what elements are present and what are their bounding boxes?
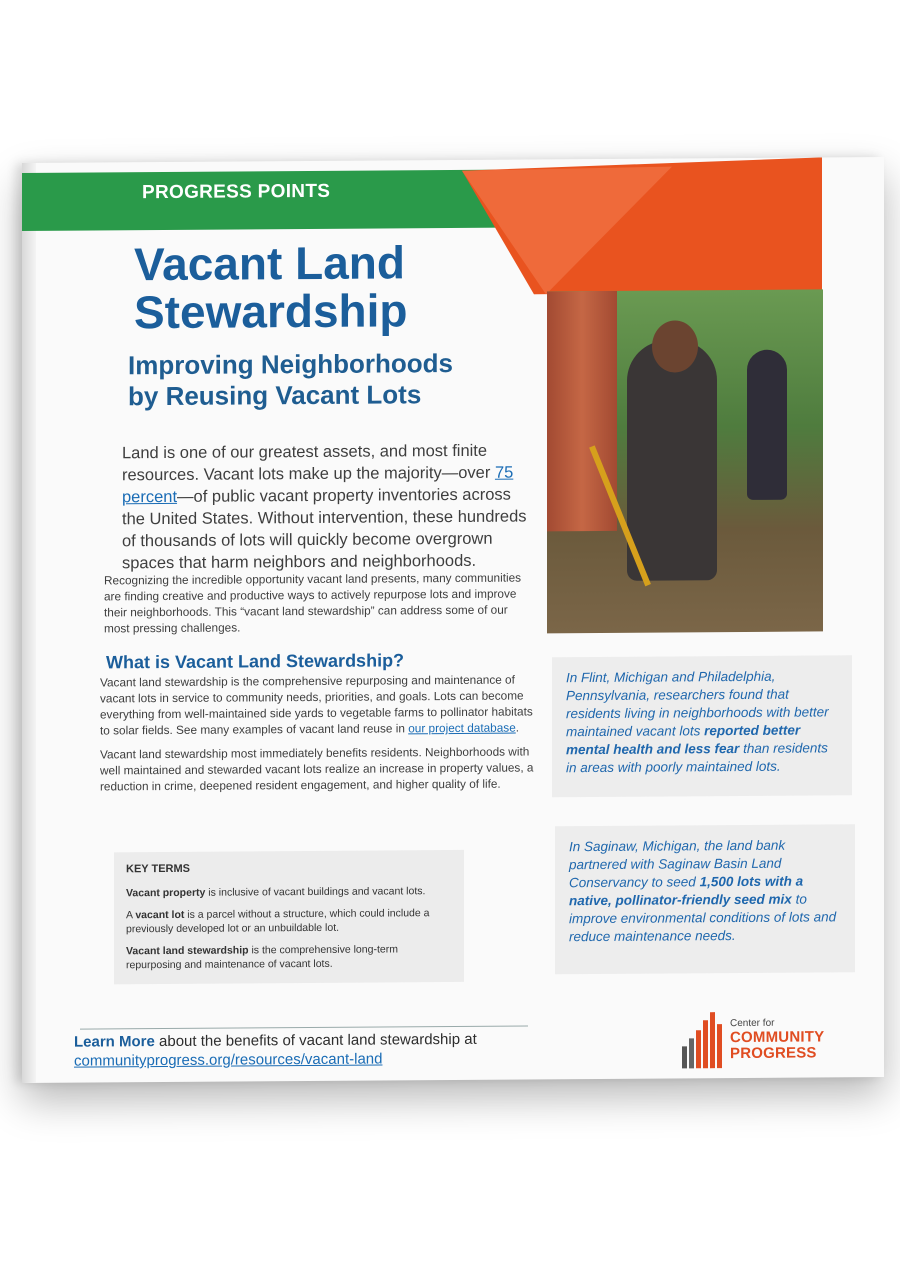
callout-2-bold: 1,500 lots with a native, pollinator-friendly seed mix: [569, 873, 804, 909]
brochure-page: [22, 157, 884, 1083]
photo-mural-wall: [547, 291, 617, 531]
logo-line-1: COMMUNITY: [730, 1028, 825, 1047]
key-term-1-rest: is inclusive of vacant buildings and vacant lots.: [205, 885, 426, 899]
section-heading: What is Vacant Land Stewardship?: [106, 650, 405, 673]
photo-person-back: [747, 350, 787, 500]
section-body: [100, 671, 540, 802]
intro-paragraph: [122, 439, 534, 574]
center-for-community-progress-logo: [682, 1007, 852, 1072]
logo-line-2: PROGRESS: [730, 1044, 817, 1063]
key-term-1: [126, 884, 452, 900]
page-subtitle: [128, 347, 528, 412]
p1-end: .: [515, 720, 520, 735]
subtitle-line-1: Improving Neighborhoods: [128, 348, 453, 381]
key-terms-title: KEY TERMS: [126, 862, 190, 876]
callout-2-pre: In Saginaw, Michigan, the land bank partnered with Saginaw Basin Land Conservancy to seed: [569, 837, 786, 891]
key-term-2: [126, 906, 452, 936]
footer-lead: Learn More: [74, 1033, 155, 1051]
photo-person-head: [652, 320, 698, 372]
section-paragraph-2: Vacant land stewardship most immediately benefits residents. Neighborhoods with well maintained and stewarded vacant lots realize an increase in property values, a reduction in crime, deepened resident engagement, and higher quality of life.: [100, 744, 534, 794]
logo-small-text: Center for: [730, 1017, 775, 1030]
logo-text: [730, 1017, 824, 1062]
intro-text-2: —of public vacant property inventories across the United States. Without intervention, these hundreds of thousands of lots will quickly become overgrown spaces that harm neighbors and neighborhoods.: [122, 485, 527, 573]
key-term-2-rest: is a parcel without a structure, which could include a previously developed lot or an unbuildable lot.: [126, 907, 430, 936]
callout-1-bold: reported better mental health and less fear: [566, 722, 801, 758]
key-term-3-rest: is the comprehensive long-term repurposing and maintenance of vacant lots.: [126, 943, 398, 972]
key-term-3-bold: Vacant land stewardship: [126, 944, 249, 958]
key-term-2-pre: A: [126, 909, 136, 922]
key-term-3: [126, 942, 452, 972]
subtitle-line-2: by Reusing Vacant Lots: [128, 379, 422, 412]
key-terms-box: [114, 850, 464, 984]
brochure-spine: [22, 163, 36, 1083]
p1-text: Vacant land stewardship is the comprehensive repurposing and maintenance of vacant lots in service to community needs, priorities, and goals. Lots can become everything from well-maintained side yards to vegetable farms to pollinator habitats to solar fields. See many examples of vacant land reuse in: [100, 672, 533, 738]
key-term-2-bold: vacant lot: [135, 908, 185, 922]
footer-learn-more: [74, 1029, 544, 1070]
callout-2-post: to improve environmental conditions of lots and reduce maintenance needs.: [569, 891, 837, 945]
callout-1-pre: In Flint, Michigan and Philadelphia, Pennsylvania, researchers found that residents living in neighborhoods with better maintained vacant lots: [566, 668, 829, 740]
hero-photo: [547, 289, 823, 633]
section-paragraph-1: [100, 671, 540, 738]
callout-saginaw: [555, 824, 855, 974]
callout-flint: [552, 655, 852, 797]
footer-text: about the benefits of vacant land stewardship at: [154, 1030, 477, 1051]
footer-url-link[interactable]: communityprogress.org/resources/vacant-land: [74, 1050, 383, 1070]
title-line-1: Vacant Land: [134, 236, 405, 291]
callout-1-post: than residents in areas with poorly maintained lots.: [566, 740, 828, 776]
header-label: PROGRESS POINTS: [142, 180, 331, 204]
page-title: [134, 236, 534, 339]
logo-bars-icon: [682, 1012, 726, 1068]
title-line-2: Stewardship: [134, 284, 408, 339]
intro-text-1: Land is one of our greatest assets, and most finite resources. Vacant lots make up the majority—over: [122, 441, 495, 485]
opportunity-paragraph: Recognizing the incredible opportunity vacant land presents, many communities are finding creative and productive ways to actively repurpose lots and improve their neighborhoods. This “vacant land stewardship” can address some of our most pressing challenges.: [104, 570, 522, 636]
photo-person-front: [627, 340, 717, 581]
key-term-1-bold: Vacant property: [126, 886, 206, 900]
intro-75-percent-link[interactable]: 75 percent: [122, 463, 514, 507]
project-database-link[interactable]: our project database: [408, 720, 516, 736]
